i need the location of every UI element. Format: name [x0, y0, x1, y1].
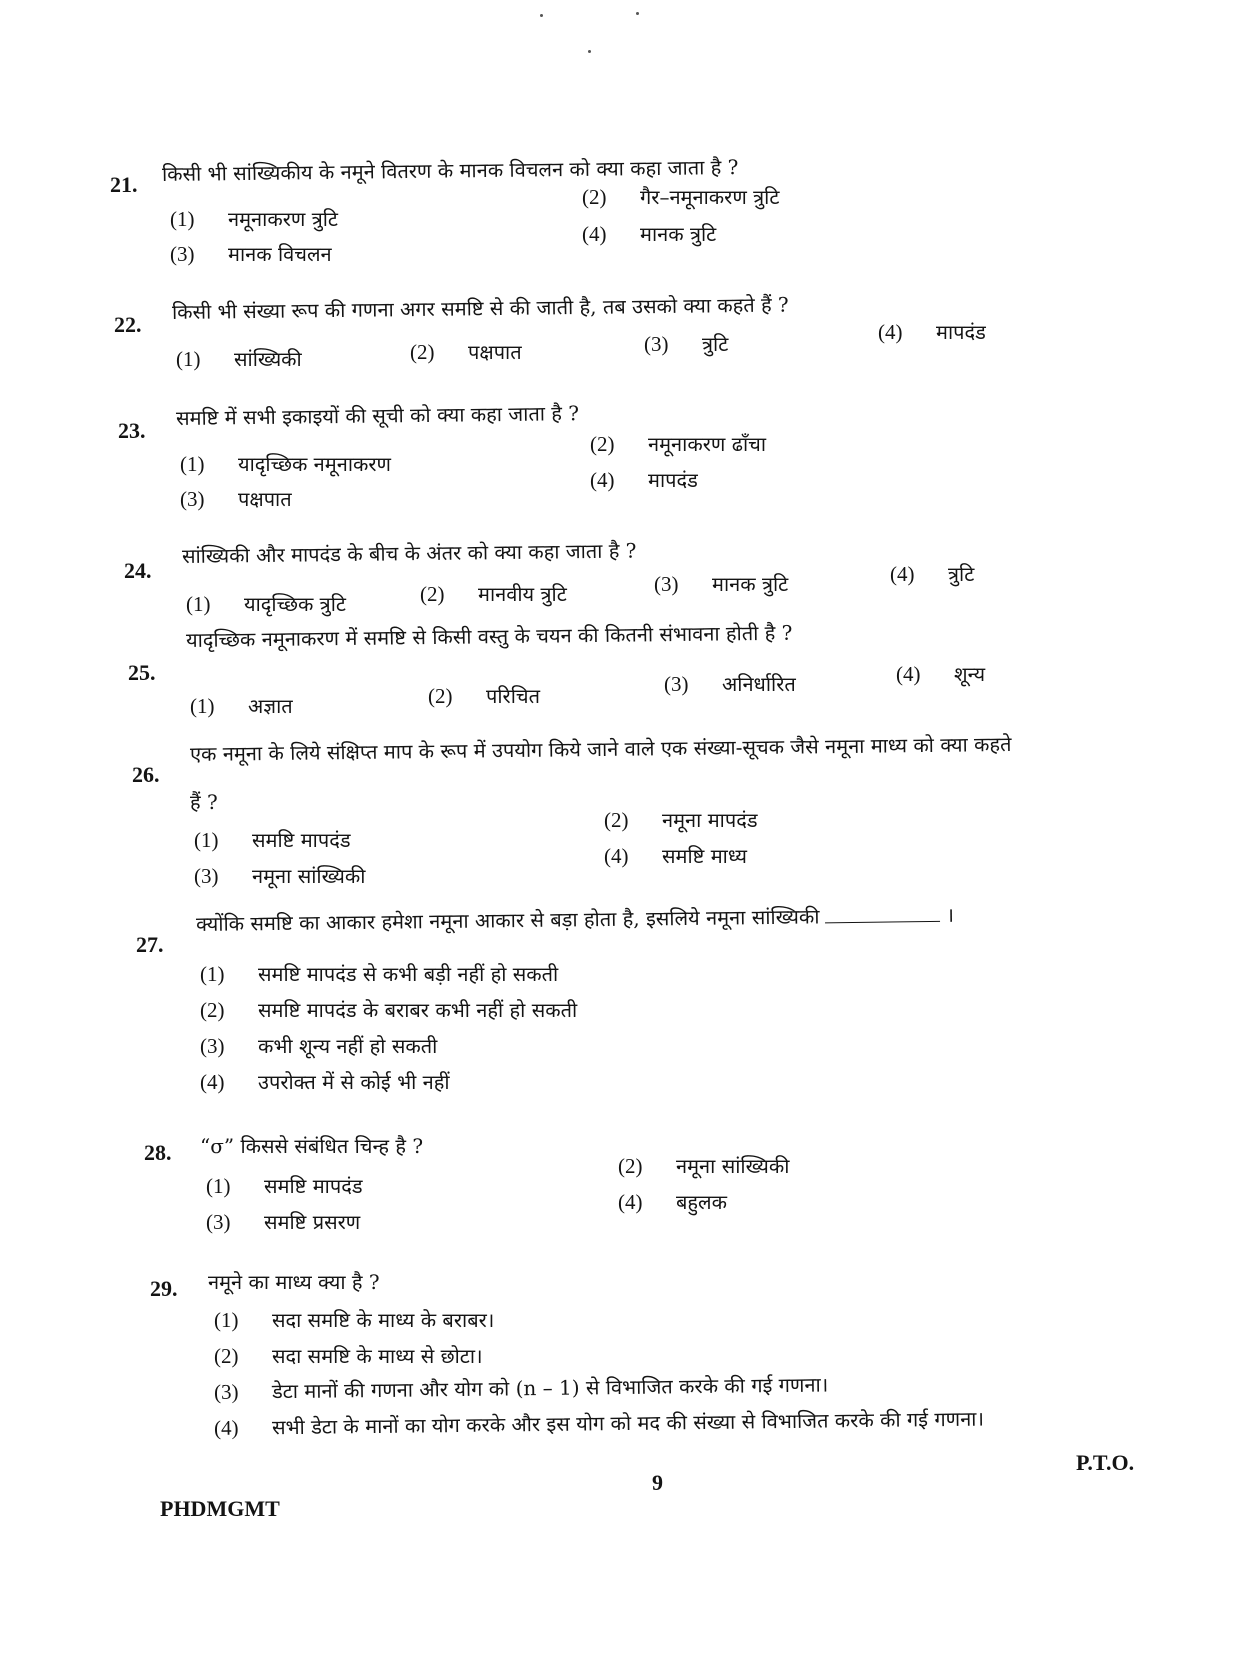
option-number: (2)	[410, 340, 435, 364]
paper-code: PHDMGMT	[160, 1496, 280, 1521]
option-text: समष्टि मापदंड	[264, 1174, 363, 1198]
option-number: (2)	[618, 1154, 643, 1178]
option-text: अज्ञात	[248, 694, 293, 718]
question-number: 27.	[136, 932, 164, 957]
option-text: सांख्यिकी	[234, 347, 302, 371]
option-text: यादृच्छिक नमूनाकरण	[238, 452, 392, 476]
option-number: (4)	[878, 320, 903, 344]
option-number: (3)	[200, 1034, 225, 1058]
option-text: बहुलक	[676, 1190, 727, 1214]
option-1[interactable]	[190, 692, 293, 719]
option-number: (1)	[190, 694, 215, 718]
option-3[interactable]	[214, 1370, 829, 1405]
scan-speck	[540, 14, 543, 17]
option-number: (1)	[180, 452, 205, 476]
question-number: 26.	[132, 762, 160, 787]
answer-blank	[826, 921, 941, 923]
option-text: मापदंड	[648, 468, 698, 492]
option-text: त्रुटि	[702, 332, 729, 356]
option-text: सभी डेटा के मानों का योग करके और इस योग को मद की संख्या से विभाजित करके की गई गणना।	[271, 1406, 985, 1440]
page-number: 9	[652, 1470, 663, 1495]
option-3[interactable]	[194, 862, 365, 889]
option-text: पक्षपात	[238, 487, 292, 511]
question-text-continued: हैं ?	[190, 790, 218, 814]
option-3[interactable]	[206, 1208, 360, 1235]
option-4[interactable]	[896, 660, 985, 687]
option-number: (2)	[582, 185, 607, 209]
option-1[interactable]	[194, 826, 351, 853]
option-number: (1)	[170, 207, 195, 231]
option-4[interactable]	[878, 318, 986, 345]
question-text: यादृच्छिक नमूनाकरण में समष्टि से किसी वस्तु के चयन की कितनी संभावना होती है ?	[185, 620, 793, 652]
option-text: मानक त्रुटि	[640, 222, 717, 246]
option-text: सदा समष्टि के माध्य से छोटा।	[272, 1344, 483, 1368]
option-3[interactable]	[170, 240, 332, 267]
option-text: मापदंड	[936, 320, 986, 344]
option-4[interactable]	[200, 1068, 450, 1095]
option-number: (2)	[214, 1344, 239, 1368]
option-text: समष्टि मापदंड के बराबर कभी नहीं हो सकती	[258, 998, 578, 1022]
option-number: (3)	[654, 572, 679, 596]
option-text: त्रुटि	[948, 562, 975, 586]
option-number: (1)	[186, 592, 211, 616]
option-number: (4)	[200, 1070, 225, 1094]
option-2[interactable]	[410, 338, 522, 365]
question-text: नमूने का माध्य क्या है ?	[208, 1270, 380, 1294]
option-text: नमूनाकरण त्रुटि	[228, 207, 338, 231]
option-3[interactable]	[644, 330, 728, 357]
option-text: गैर–नमूनाकरण त्रुटि	[640, 185, 780, 209]
option-number: (2)	[200, 998, 225, 1022]
option-4[interactable]	[618, 1188, 727, 1215]
option-text: मानवीय त्रुटि	[478, 582, 567, 606]
option-text: नमूनाकरण ढाँचा	[648, 432, 767, 456]
option-1[interactable]	[170, 205, 338, 232]
option-3[interactable]	[664, 670, 796, 697]
option-text: नमूना सांख्यिकी	[676, 1154, 790, 1178]
option-4[interactable]	[214, 1405, 984, 1441]
option-2[interactable]	[420, 580, 567, 607]
question-text: किसी भी संख्या रूप की गणना अगर समष्टि से की जाती है, तब उसको क्या कहते हैं ?	[171, 292, 789, 324]
option-4[interactable]	[604, 842, 747, 869]
option-2[interactable]	[214, 1342, 483, 1369]
option-text: परिचित	[486, 684, 540, 708]
question-number: 22.	[114, 312, 142, 337]
option-number: (1)	[214, 1308, 239, 1332]
question-text: एक नमूना के लिये संक्षिप्त माप के रूप में उपयोग किये जाने वाले एक संख्या-सूचक जैसे नमूना माध्य को क्या कहते	[189, 731, 1012, 766]
option-2[interactable]	[618, 1152, 789, 1179]
option-number: (4)	[213, 1415, 239, 1440]
option-number: (4)	[890, 562, 915, 586]
option-4[interactable]	[582, 220, 716, 247]
option-2[interactable]	[582, 183, 779, 210]
option-1[interactable]	[176, 345, 302, 372]
option-4[interactable]	[890, 560, 974, 587]
option-text: पक्षपात	[468, 340, 522, 364]
option-number: (4)	[896, 662, 921, 686]
option-number: (3)	[206, 1210, 231, 1234]
option-text: नमूना मापदंड	[662, 808, 758, 832]
option-1[interactable]	[180, 450, 391, 477]
option-text: कभी शून्य नहीं हो सकती	[258, 1034, 438, 1058]
question-text-main: क्योंकि समष्टि का आकार हमेशा नमूना आकार से बड़ा होता है, इसलिये नमूना सांख्यिकी	[195, 904, 820, 936]
option-number: (2)	[604, 808, 629, 832]
option-1[interactable]	[214, 1306, 494, 1333]
option-number: (3)	[213, 1379, 239, 1404]
option-number: (3)	[194, 864, 219, 888]
question-number: 23.	[118, 418, 146, 443]
option-number: (3)	[644, 332, 669, 356]
option-text: समष्टि माध्य	[662, 844, 747, 868]
option-number: (4)	[618, 1190, 643, 1214]
option-text: डेटा मानों की गणना और योग को (n – 1) से विभाजित करके की गई गणना।	[271, 1372, 829, 1404]
option-2[interactable]	[200, 996, 577, 1023]
option-text: मानक विचलन	[228, 242, 332, 266]
option-3[interactable]	[654, 570, 788, 597]
option-text: समष्टि प्रसरण	[264, 1210, 361, 1234]
question-number: 25.	[128, 660, 156, 685]
question-text: समष्टि में सभी इकाइयों की सूची को क्या कहा जाता है ?	[175, 401, 580, 430]
question-text: किसी भी सांख्यिकीय के नमूने वितरण के मानक विचलन को क्या कहा जाता है ?	[161, 154, 739, 186]
option-number: (3)	[664, 672, 689, 696]
option-1[interactable]	[186, 590, 346, 617]
option-number: (4)	[590, 468, 615, 492]
option-number: (2)	[428, 684, 453, 708]
question-text	[196, 901, 954, 937]
option-text: शून्य	[954, 662, 986, 686]
option-1[interactable]	[206, 1172, 363, 1199]
option-2[interactable]	[590, 430, 766, 457]
scan-speck	[588, 50, 591, 53]
option-text: मानक त्रुटि	[712, 572, 789, 596]
option-text: अनिर्धारित	[722, 672, 796, 696]
option-number: (1)	[176, 347, 201, 371]
question-text: “σ” किससे संबंधित चिन्ह है ?	[200, 1134, 424, 1158]
option-4[interactable]	[590, 466, 698, 493]
option-2[interactable]	[428, 682, 540, 709]
option-number: (4)	[582, 222, 607, 246]
option-text: सदा समष्टि के माध्य के बराबर।	[272, 1308, 495, 1332]
option-number: (3)	[180, 487, 205, 511]
option-text: समष्टि मापदंड	[252, 828, 351, 852]
option-number: (1)	[206, 1174, 231, 1198]
option-text: उपरोक्त में से कोई भी नहीं	[258, 1070, 450, 1094]
option-text: समष्टि मापदंड से कभी बड़ी नहीं हो सकती	[258, 962, 559, 986]
option-3[interactable]	[200, 1032, 437, 1059]
question-number: 24.	[124, 558, 152, 583]
scan-speck	[636, 12, 639, 15]
option-2[interactable]	[604, 806, 758, 833]
option-3[interactable]	[180, 485, 292, 512]
option-number: (1)	[200, 962, 225, 986]
option-number: (2)	[420, 582, 445, 606]
question-text: सांख्यिकी और मापदंड के बीच के अंतर को क्या कहा जाता है ?	[181, 538, 637, 568]
option-number: (3)	[170, 242, 195, 266]
option-1[interactable]	[200, 960, 558, 987]
pto-label: P.T.O.	[1076, 1450, 1135, 1475]
question-number: 29.	[150, 1276, 178, 1301]
question-text-end: ।	[946, 902, 955, 927]
option-number: (2)	[590, 432, 615, 456]
question-number: 28.	[144, 1140, 172, 1165]
option-number: (1)	[194, 828, 219, 852]
question-number: 21.	[110, 172, 138, 197]
option-text: नमूना सांख्यिकी	[252, 864, 366, 888]
option-number: (4)	[604, 844, 629, 868]
option-text: यादृच्छिक त्रुटि	[244, 592, 346, 616]
